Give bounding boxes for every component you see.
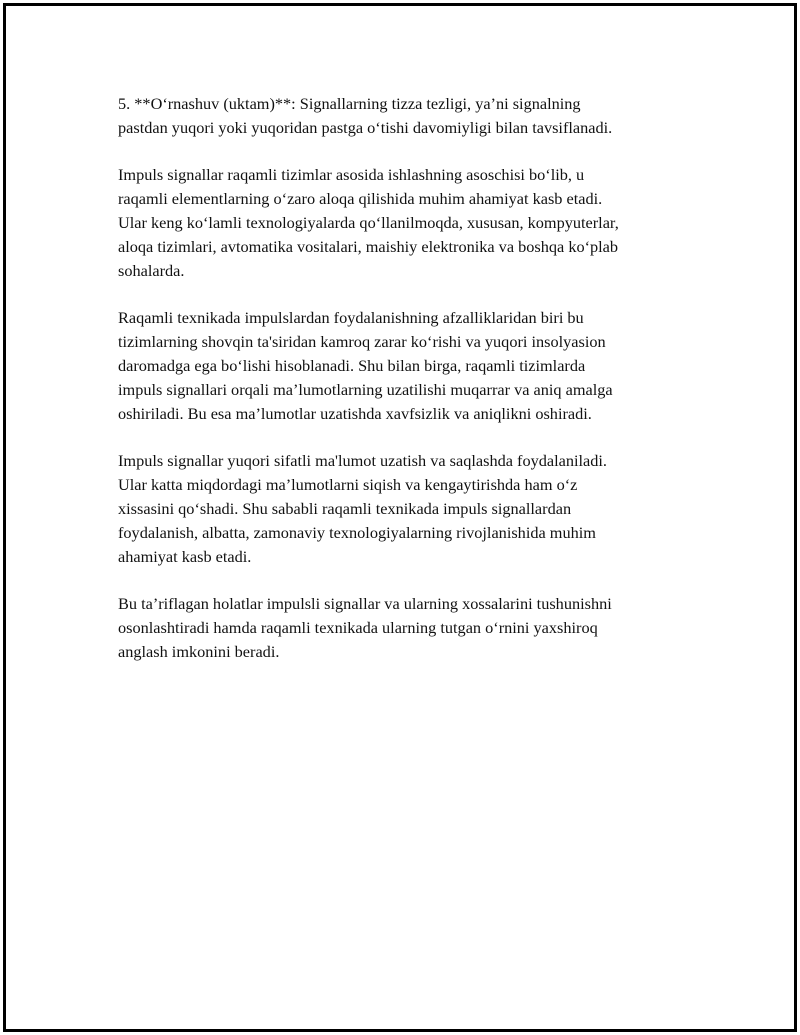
text-line: Impuls signallar raqamli tizimlar asosida ishlashning asoschisi bo‘lib, u <box>118 165 585 184</box>
text-line: xissasini qo‘shadi. Shu sababli raqamli texnikada impuls signallardan <box>118 499 572 518</box>
text-line: impuls signallari orqali ma’lumotlarning uzatilishi muqarrar va aniq amalga <box>118 380 613 399</box>
paragraph-1 <box>118 92 698 140</box>
text-line: Raqamli texnikada impulslardan foydalanishning afzalliklaridan biri bu <box>118 308 584 327</box>
text-line: 5. **O‘rnashuv (uktam)**: Signallarning tizza tezligi, ya’ni signalning <box>118 94 581 113</box>
text-line: aloqa tizimlari, avtomatika vositalari, maishiy elektronika va boshqa ko‘plab <box>118 237 619 256</box>
text-line: daromadga ega bo‘lishi hisoblanadi. Shu bilan birga, raqamli tizimlarda <box>118 356 586 375</box>
text-line: Ular katta miqdordagi ma’lumotlarni siqish va kengaytirishda ham o‘z <box>118 475 578 494</box>
text-line: tizimlarning shovqin ta'siridan kamroq zarar ko‘rishi va yuqori insolyasion <box>118 332 606 351</box>
text-line: raqamli elementlarning o‘zaro aloqa qilishida muhim ahamiyat kasb etadi. <box>118 189 603 208</box>
text-line: Ular keng ko‘lamli texnologiyalarda qo‘llanilmoqda, xususan, kompyuterlar, <box>118 213 619 232</box>
text-line: Bu ta’riflagan holatlar impulsli signallar va ularning xossalarini tushunishni <box>118 594 612 613</box>
text-line: oshiriladi. Bu esa ma’lumotlar uzatishda xavfsizlik va aniqlikni oshiradi. <box>118 404 592 423</box>
text-line: osonlashtiradi hamda raqamli texnikada ularning tutgan o‘rnini yaxshiroq <box>118 618 598 637</box>
document-body <box>118 92 698 687</box>
text-line: pastdan yuqori yoki yuqoridan pastga o‘tishi davomiyligi bilan tavsiflanadi. <box>118 118 613 137</box>
text-line: Impuls signallar yuqori sifatli ma'lumot uzatish va saqlashda foydalaniladi. <box>118 451 608 470</box>
text-line: foydalanish, albatta, zamonaviy texnologiyalarning rivojlanishida muhim <box>118 523 596 542</box>
text-line: anglash imkonini beradi. <box>118 642 280 661</box>
text-line: ahamiyat kasb etadi. <box>118 547 252 566</box>
paragraph-3 <box>118 306 698 426</box>
paragraph-5 <box>118 592 698 664</box>
paragraph-4 <box>118 449 698 569</box>
paragraph-2 <box>118 163 698 283</box>
text-line: sohalarda. <box>118 261 185 280</box>
